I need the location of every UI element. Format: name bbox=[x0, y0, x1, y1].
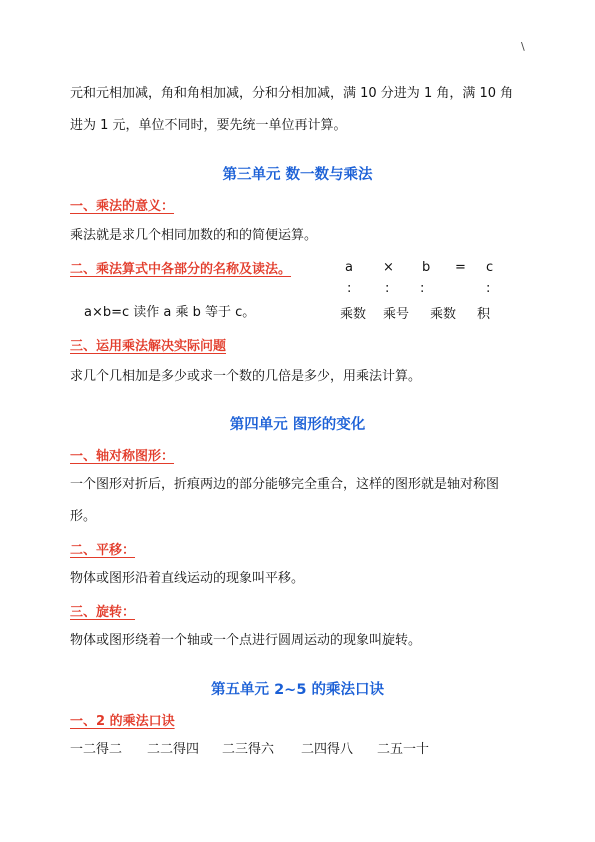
eq-result-c: c bbox=[486, 260, 494, 275]
eq-label-product: 积 bbox=[477, 307, 491, 322]
unit3-section2-heading: 二、乘法算式中各部分的名称及读法。 bbox=[70, 262, 292, 277]
eq-equals-sign: = bbox=[455, 260, 466, 275]
unit3-section3-heading: 三、运用乘法解决实际问题 bbox=[70, 339, 227, 354]
rhyme-item: 二四得八 bbox=[301, 742, 354, 757]
intro-line-1: 元和元相加减，角和角相加减，分和分相加减，满 10 分进为 1 角，满 10 角 bbox=[70, 86, 514, 101]
rhyme-item: 二三得六 bbox=[222, 742, 275, 757]
unit3-section1-text: 乘法就是求几个相同加数的和的简便运算。 bbox=[70, 228, 318, 243]
rhyme-item: 一二得二 bbox=[70, 742, 123, 757]
eq-colon: : bbox=[385, 281, 390, 296]
eq-label-multiplier-2: 乘数 bbox=[430, 307, 457, 322]
eq-times-sign: × bbox=[383, 260, 394, 275]
eq-colon: : bbox=[420, 281, 425, 296]
unit3-section3-text: 求几个几相加是多少或求一个数的几倍是多少，用乘法计算。 bbox=[70, 369, 422, 384]
unit4-section1-heading: 一、轴对称图形： bbox=[70, 449, 175, 464]
page-corner-mark: \ bbox=[521, 40, 525, 53]
rhyme-item: 二五一十 bbox=[377, 742, 430, 757]
eq-label-times-sign: 乘号 bbox=[383, 307, 410, 322]
eq-label-multiplier-1: 乘数 bbox=[340, 307, 367, 322]
unit3-section1-heading: 一、乘法的意义： bbox=[70, 199, 175, 214]
unit3-title: 第三单元 数一数与乘法 bbox=[222, 167, 373, 183]
unit4-section3-heading: 三、旋转： bbox=[70, 605, 136, 620]
unit4-title: 第四单元 图形的变化 bbox=[229, 417, 366, 433]
eq-operand-a: a bbox=[345, 260, 353, 275]
unit4-section2-text: 物体或图形沿着直线运动的现象叫平移。 bbox=[70, 571, 305, 586]
intro-line-2: 进为 1 元，单位不同时，要先统一单位再计算。 bbox=[70, 118, 347, 133]
rhyme-item: 二二得四 bbox=[147, 742, 200, 757]
eq-colon: : bbox=[486, 281, 491, 296]
eq-colon: : bbox=[347, 281, 352, 296]
unit5-title: 第五单元 2~5 的乘法口诀 bbox=[211, 682, 384, 698]
unit4-section1-text-line1: 一个图形对折后，折痕两边的部分能够完全重合，这样的图形就是轴对称图 bbox=[70, 477, 500, 492]
unit4-section2-heading: 二、平移： bbox=[70, 543, 136, 558]
unit4-section1-text-line2: 形。 bbox=[70, 509, 97, 524]
unit5-section1-heading: 一、2 的乘法口诀 bbox=[70, 714, 175, 729]
unit4-section3-text: 物体或图形绕着一个轴或一个点进行圆周运动的现象叫旋转。 bbox=[70, 633, 422, 648]
unit3-section2-example: a×b=c 读作 a 乘 b 等于 c。 bbox=[84, 305, 256, 320]
eq-operand-b: b bbox=[422, 260, 431, 275]
